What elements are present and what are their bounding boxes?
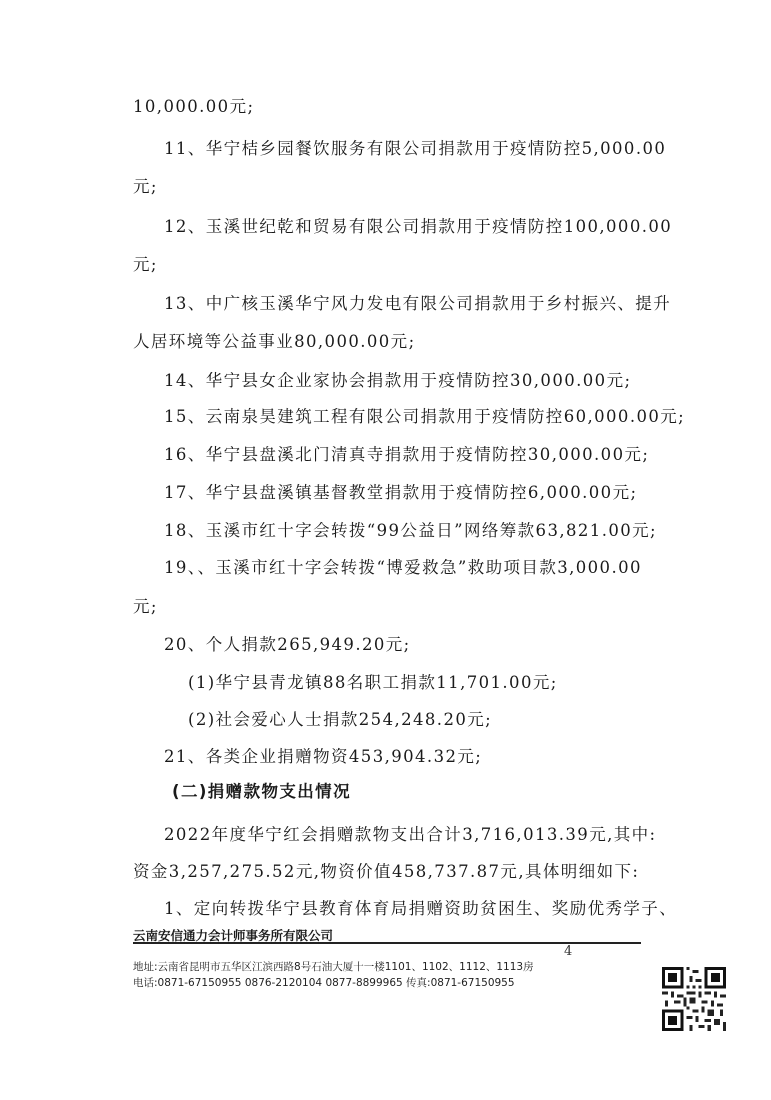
section-heading: (二)捐赠款物支出情况	[172, 782, 351, 801]
body-line: 资金3,257,275.52元,物资价值458,737.87元,具体明细如下:	[133, 862, 640, 881]
body-line: 1、定向转拨华宁县教育体育局捐赠资助贫困生、奖励优秀学子、	[164, 899, 678, 918]
body-line: 元;	[133, 597, 158, 616]
footer-company-name: 云南安信通力会计师事务所有限公司	[133, 928, 334, 943]
page-number: 4	[564, 944, 573, 959]
qr-code-icon	[662, 967, 726, 1031]
body-line: 10,000.00元;	[133, 97, 255, 116]
footer-phone: 电话:0871-67150955 0876-2120104 0877-8899965 传真:0871-67150955	[133, 977, 515, 989]
body-line: 14、华宁县女企业家协会捐款用于疫情防控30,000.00元;	[164, 371, 632, 390]
body-line: 人居环境等公益事业80,000.00元;	[133, 332, 416, 351]
body-line: 元;	[133, 177, 158, 196]
body-line: 21、各类企业捐赠物资453,904.32元;	[164, 747, 483, 766]
body-line: 19、、玉溪市红十字会转拨“博爱救急”救助项目款3,000.00	[164, 558, 642, 577]
body-line: 20、个人捐款265,949.20元;	[164, 635, 411, 654]
footer-address: 地址:云南省昆明市五华区江滨西路8号石油大厦十一楼1101、1102、1112、1113房	[133, 961, 534, 973]
body-line: 18、玉溪市红十字会转拨“99公益日”网络筹款63,821.00元;	[164, 521, 657, 540]
body-line: 13、中广核玉溪华宁风力发电有限公司捐款用于乡村振兴、提升	[164, 294, 672, 313]
body-line: 16、华宁县盘溪北门清真寺捐款用于疫情防控30,000.00元;	[164, 445, 650, 464]
body-line: 11、华宁桔乡园餐饮服务有限公司捐款用于疫情防控5,000.00	[164, 139, 667, 158]
body-line: 2022年度华宁红会捐赠款物支出合计3,716,013.39元,其中:	[164, 825, 657, 844]
body-line: (2)社会爱心人士捐款254,248.20元;	[188, 710, 493, 729]
body-line: 12、玉溪世纪乾和贸易有限公司捐款用于疫情防控100,000.00	[164, 217, 673, 236]
body-line: 元;	[133, 255, 158, 274]
body-line: 15、云南泉昊建筑工程有限公司捐款用于疫情防控60,000.00元;	[164, 407, 686, 426]
body-line: 17、华宁县盘溪镇基督教堂捐款用于疫情防控6,000.00元;	[164, 483, 638, 502]
body-line: (1)华宁县青龙镇88名职工捐款11,701.00元;	[188, 673, 558, 692]
